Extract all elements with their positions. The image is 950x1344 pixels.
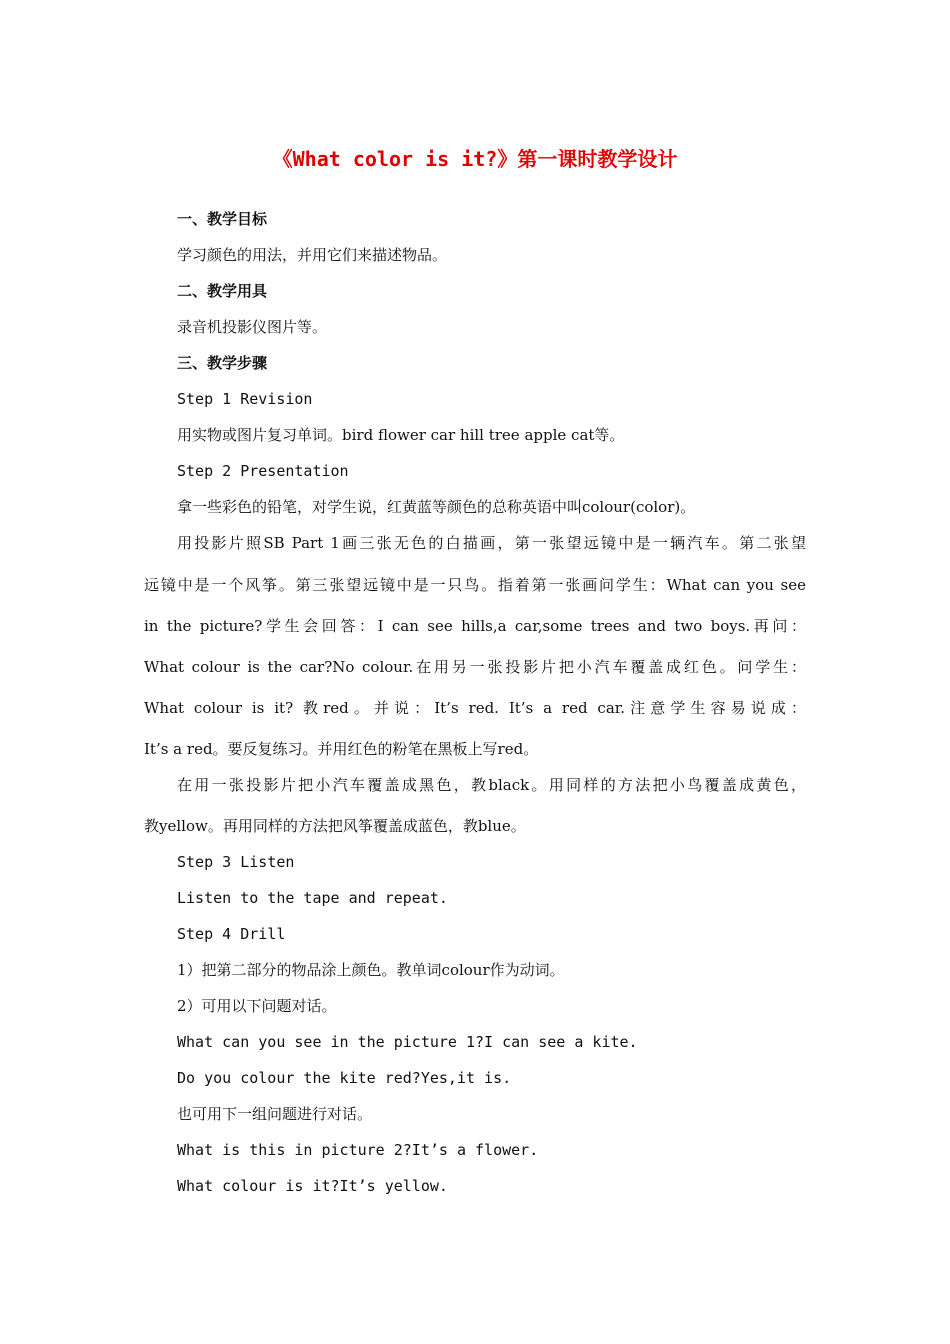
text-line: What is this in picture 2?It’s a flower. bbox=[177, 1141, 539, 1159]
text-line: 远镜中是一个风筝。第三张望远镜中是一只鸟。指着第一张画问学生：What can you see bbox=[144, 576, 806, 594]
text-line: 教yellow。再用同样的方法把风筝覆盖成蓝色，教blue。 bbox=[144, 817, 526, 835]
text-line: What can you see in the picture 1?I can see a kite. bbox=[177, 1033, 638, 1051]
section-heading: 三、教学步骤 bbox=[177, 354, 268, 372]
text-line: 也可用下一组问题进行对话。 bbox=[177, 1105, 373, 1123]
text-line: 在用一张投影片把小汽车覆盖成黑色，教black。用同样的方法把小鸟覆盖成黄色， bbox=[177, 776, 806, 794]
text-line: 录音机投影仪图片等。 bbox=[177, 318, 328, 336]
text-line: 1）把第二部分的物品涂上颜色。教单词colour作为动词。 bbox=[177, 961, 565, 979]
text-line: What colour is the car?No colour.在用另一张投影片把小汽车覆盖成红色。问学生： bbox=[144, 658, 806, 676]
text-line: It’s a red。要反复练习。并用红色的粉笔在黑板上写red。 bbox=[144, 740, 539, 758]
text-line: Do you colour the kite red?Yes,it is. bbox=[177, 1069, 512, 1087]
text-line: Listen to the tape and repeat. bbox=[177, 889, 448, 907]
text-line: Step 2 Presentation bbox=[177, 462, 349, 480]
text-line: 拿一些彩色的铅笔，对学生说，红黄蓝等颜色的总称英语中叫colour(color)。 bbox=[177, 498, 696, 516]
text-line: in the picture?学生会回答：I can see hills,a car,some trees and two boys.再问： bbox=[144, 617, 806, 635]
text-line: 2）可用以下问题对话。 bbox=[177, 997, 337, 1015]
text-line: 学习颜色的用法，并用它们来描述物品。 bbox=[177, 246, 448, 264]
text-line: Step 4 Drill bbox=[177, 925, 286, 943]
text-line: 用实物或图片复习单词。bird flower car hill tree apple cat等。 bbox=[177, 426, 625, 444]
document-title: 《What color is it?》第一课时教学设计 bbox=[272, 147, 678, 171]
text-line: Step 3 Listen bbox=[177, 853, 295, 871]
text-line: Step 1 Revision bbox=[177, 390, 313, 408]
text-line: What colour is it? 教red。并说：It’s red. It’s a red car.注意学生容易说成： bbox=[144, 699, 806, 717]
text-line: What colour is it?It’s yellow. bbox=[177, 1177, 448, 1195]
section-heading: 一、教学目标 bbox=[177, 210, 268, 228]
text-line: 用投影片照SB Part 1画三张无色的白描画，第一张望远镜中是一辆汽车。第二张望 bbox=[177, 534, 806, 552]
section-heading: 二、教学用具 bbox=[177, 282, 268, 300]
